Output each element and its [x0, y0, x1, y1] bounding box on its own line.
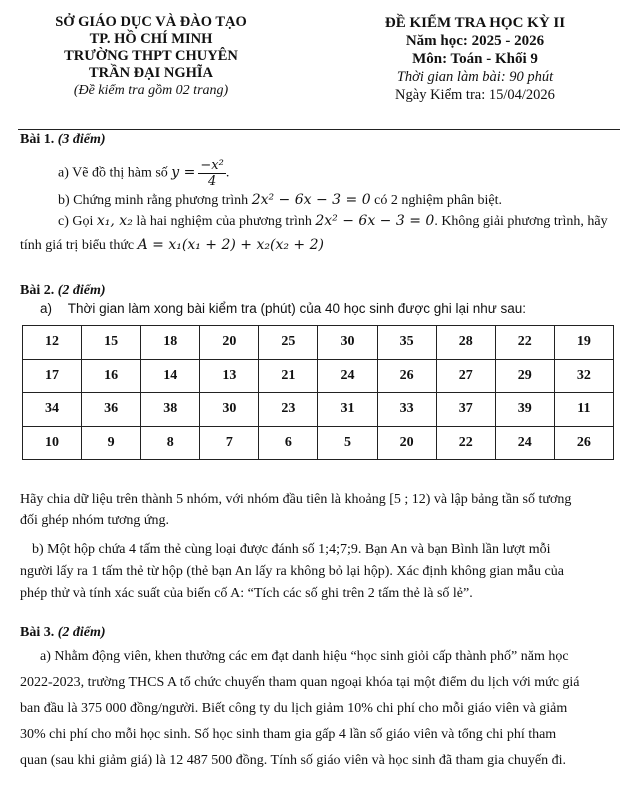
table-cell: 17 [23, 359, 82, 393]
table-cell: 20 [377, 426, 436, 460]
school-name: TRẦN ĐẠI NGHĨA [88, 65, 214, 81]
table-cell: 32 [554, 359, 613, 393]
table-cell: 35 [377, 326, 436, 360]
table-row [23, 393, 614, 427]
school-type: TRƯỜNG THPT CHUYÊN [64, 48, 238, 64]
table-cell: 7 [200, 426, 259, 460]
table-row [23, 426, 614, 460]
bai1-c-equation: 2x² − 6x − 3 = 0 [315, 213, 435, 229]
table-cell: 26 [377, 359, 436, 393]
bai1-c-roots: x₁, x₂ [96, 213, 133, 229]
table-cell: 36 [82, 393, 141, 427]
bai1-b-equation: 2x² − 6x − 3 = 0 [251, 192, 371, 208]
table-cell: 13 [200, 359, 259, 393]
bai3-line5: quan (sau khi giảm giá) là 12 487 500 đồng. Tính số giáo viên và học sinh đã tham gia chuyến đi. [20, 753, 567, 768]
bai1-c-expression: A = x₁(x₁ + 2) + x₂(x₂ + 2) [137, 237, 324, 253]
bai3-line4: 30% chi phí cho mỗi học sinh. Số học sinh tham gia gấp 4 lần số giáo viên và tổng chi phí tham [20, 727, 557, 742]
bai2-points: (2 điểm) [57, 283, 106, 298]
bai1-b [58, 191, 502, 210]
bai3-line2: 2022-2023, trường THCS A tổ chức chuyến tham quan ngoại khóa tại một điểm du lịch với mức giá [20, 675, 580, 690]
exam-date: Ngày Kiểm tra: 15/04/2026 [395, 87, 555, 103]
bai1-c-line2 [20, 236, 324, 255]
city-name: TP. HỒ CHÍ MINH [89, 31, 213, 47]
table-cell: 22 [495, 326, 554, 360]
table-cell: 25 [259, 326, 318, 360]
bai1-a-func: y = [171, 164, 196, 181]
department-name: SỞ GIÁO DỤC VÀ ĐÀO TẠO [55, 14, 247, 30]
table-cell: 34 [23, 393, 82, 427]
table-cell: 24 [318, 359, 377, 393]
bai2-b-line2: người lấy ra 1 tấm thẻ từ hộp (thẻ bạn An lấy ra không bỏ lại hộp). Xác định không gian mẫu của [20, 564, 564, 579]
bai1-a-period: . [225, 165, 230, 181]
bai3-points: (2 điểm) [57, 625, 106, 640]
duration: Thời gian làm bài: 90 phút [396, 69, 554, 85]
table-cell: 30 [200, 393, 259, 427]
bai1-a-text: a) Vẽ đồ thị hàm số [58, 165, 168, 181]
bai2-grouping-line1: Hãy chia dữ liệu trên thành 5 nhóm, với nhóm đầu tiên là khoảng [5 ; 12) và lập bảng tần số tương [20, 492, 572, 507]
bai1-b-text: b) Chứng minh rằng phương trình [58, 193, 249, 208]
bai1-points: (3 điểm) [57, 132, 106, 147]
table-cell: 6 [259, 426, 318, 460]
bai1-c-mid: là hai nghiệm của phương trình [136, 214, 312, 229]
table-cell: 8 [141, 426, 200, 460]
bai2-title: Bài 2. [20, 283, 55, 298]
fraction-denominator: 4 [207, 174, 217, 189]
table-row [23, 359, 614, 393]
bai1-c-line2-text: tính giá trị biểu thức [20, 238, 135, 253]
bai2-b-line1: b) Một hộp chứa 4 tấm thẻ cùng loại được đánh số 1;4;7;9. Bạn An và bạn Bình lần lượt mỗi [32, 542, 551, 557]
bai1-c-text: c) Gọi [58, 214, 94, 229]
table-cell: 18 [141, 326, 200, 360]
table-cell: 37 [436, 393, 495, 427]
table-cell: 28 [436, 326, 495, 360]
bai1-c-line1 [58, 212, 608, 231]
header-divider [18, 129, 620, 130]
table-cell: 16 [82, 359, 141, 393]
table-cell: 11 [554, 393, 613, 427]
fraction-numerator: −x² [200, 158, 224, 173]
table-cell: 33 [377, 393, 436, 427]
bai2-b-line3: phép thử và tính xác suất của biến cố A: “Tích các số ghi trên 2 tấm thẻ là số lẻ”. [20, 586, 473, 601]
bai3-heading [20, 625, 106, 641]
data-table [22, 325, 614, 460]
bai1-heading [20, 132, 106, 148]
table-cell: 14 [141, 359, 200, 393]
header-left [20, 14, 282, 99]
bai2-heading [20, 283, 106, 299]
table-cell: 20 [200, 326, 259, 360]
table-cell: 31 [318, 393, 377, 427]
table-cell: 22 [436, 426, 495, 460]
bai3-line1: a) Nhằm động viên, khen thưởng các em đạt danh hiệu “học sinh giỏi cấp thành phố” năm học [40, 649, 569, 664]
table-cell: 29 [495, 359, 554, 393]
table-cell: 10 [23, 426, 82, 460]
subject: Môn: Toán - Khối 9 [412, 51, 538, 67]
table-row [23, 326, 614, 360]
bai2-a-label: a) [40, 301, 53, 316]
table-cell: 38 [141, 393, 200, 427]
header-right [330, 14, 620, 104]
bai1-c-suffix: . Không giải phương trình, hãy [434, 214, 608, 229]
table-cell: 21 [259, 359, 318, 393]
table-cell: 23 [259, 393, 318, 427]
page-count-note: (Đề kiểm tra gồm 02 trang) [73, 83, 229, 98]
table-cell: 24 [495, 426, 554, 460]
table-cell: 12 [23, 326, 82, 360]
bai2-a-text: Thời gian làm xong bài kiểm tra (phút) của 40 học sinh được ghi lại như sau: [67, 301, 527, 316]
table-cell: 5 [318, 426, 377, 460]
exam-title: ĐỀ KIỂM TRA HỌC KỲ II [384, 15, 566, 31]
table-cell: 19 [554, 326, 613, 360]
bai1-title: Bài 1. [20, 132, 55, 147]
bai3-title: Bài 3. [20, 625, 55, 640]
school-year: Năm học: 2025 - 2026 [405, 33, 545, 49]
bai2-grouping-line2: đối ghép nhóm tương ứng. [20, 513, 169, 528]
table-cell: 9 [82, 426, 141, 460]
table-cell: 39 [495, 393, 554, 427]
table-cell: 26 [554, 426, 613, 460]
table-cell: 15 [82, 326, 141, 360]
bai1-a-fraction [198, 158, 225, 189]
bai1-a [58, 158, 229, 189]
table-cell: 30 [318, 326, 377, 360]
table-cell: 27 [436, 359, 495, 393]
data-table-body [23, 326, 614, 460]
bai3-line3: ban đầu là 375 000 đồng/người. Biết công ty du lịch giảm 10% chi phí cho mỗi giáo viên và giảm [20, 701, 568, 716]
bai2-a [40, 300, 526, 318]
bai1-b-suffix: có 2 nghiệm phân biệt. [374, 193, 503, 208]
